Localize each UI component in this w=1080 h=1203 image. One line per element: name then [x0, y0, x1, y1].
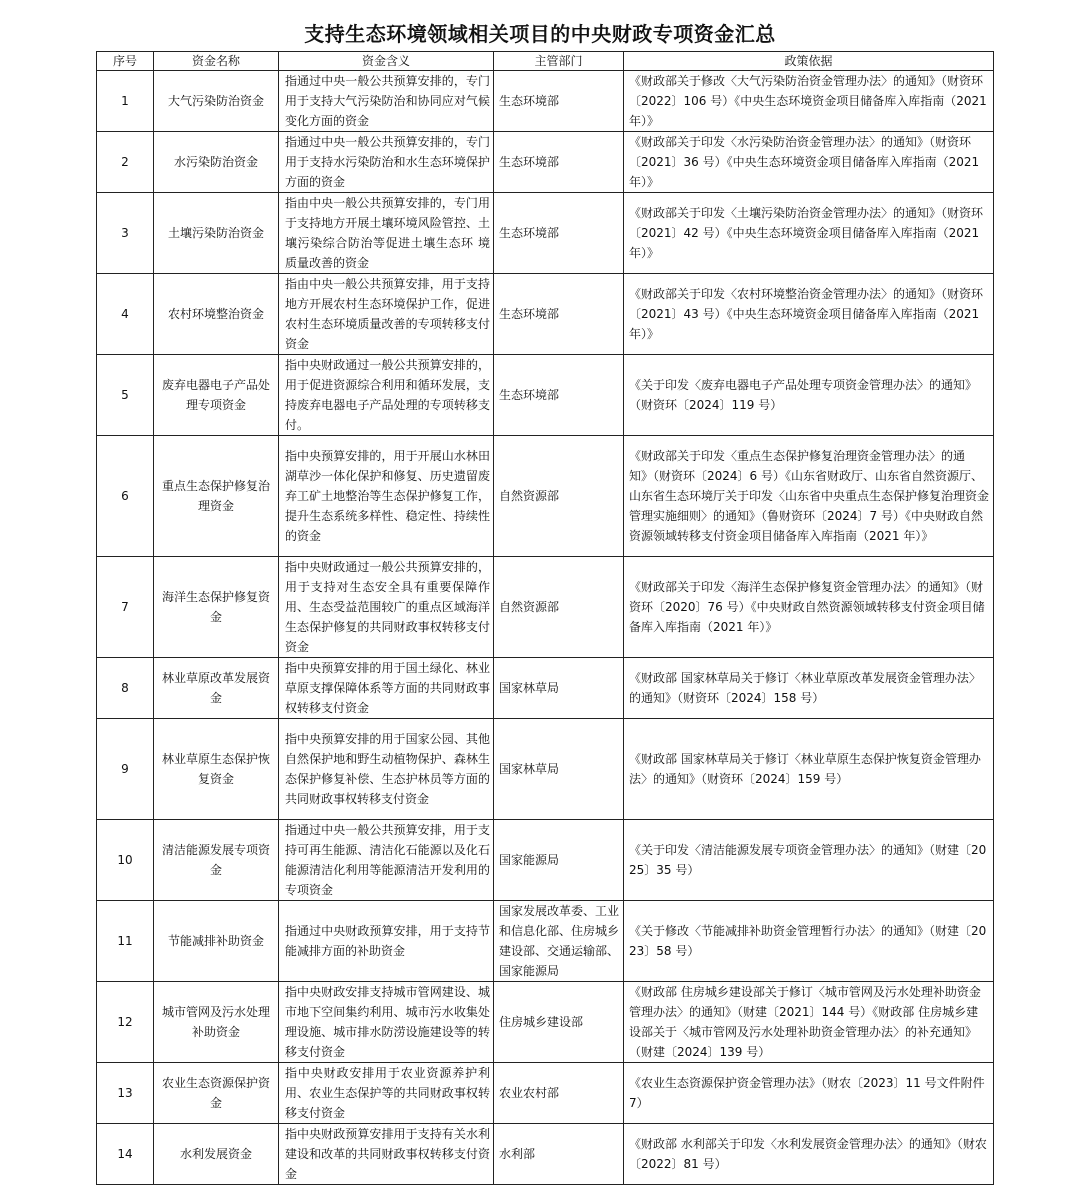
cell-department: 生态环境部: [494, 193, 624, 274]
cell-policy-basis: 《财政部 住房城乡建设部关于修订〈城市管网及污水处理补助资金管理办法〉的通知》（财建〔2021〕144 号）《财政部 住房城乡建设部关于〈城市管网及污水处理补助资金管理办法〉的补充通知》（财建〔2024〕139 号）: [624, 982, 994, 1063]
header-row: [97, 52, 994, 71]
cell-policy-basis: 《财政部关于印发〈重点生态保护修复治理资金管理办法〉的通知》（财资环〔2024〕6 号）《山东省财政厅、山东省自然资源厅、山东省生态环境厅关于印发〈山东省中央重点生态保护修复治理资金管理实施细则〉的通知》（鲁财资环〔2024〕7 号）《中央财政自然资源领域转移支付资金项目储备库入库指南（2021 年）》: [624, 436, 994, 557]
cell-meaning: 指中央预算安排的，用于开展山水林田湖草沙一体化保护和修复、历史遗留废弃工矿土地整治等生态保护修复工作，提升生态系统多样性、稳定性、持续性的资金: [279, 436, 494, 557]
cell-no: 9: [97, 719, 154, 820]
cell-department: 自然资源部: [494, 436, 624, 557]
header-no: 序号: [97, 52, 154, 71]
cell-meaning: 指中央财政安排支持城市管网建设、城市地下空间集约利用、城市污水收集处理设施、城市排水防涝设施建设等的转移支付资金: [279, 982, 494, 1063]
table-row: [97, 820, 994, 901]
cell-policy-basis: 《财政部关于印发〈土壤污染防治资金管理办法〉的通知》（财资环〔2021〕42 号）《中央生态环境资金项目储备库入库指南（2021 年）》: [624, 193, 994, 274]
cell-policy-basis: 《财政部关于印发〈农村环境整治资金管理办法〉的通知》（财资环〔2021〕43 号）《中央生态环境资金项目储备库入库指南（2021 年）》: [624, 274, 994, 355]
cell-meaning: 指由中央一般公共预算安排的，专门用于支持地方开展土壤环境风险管控、土壤污染综合防治等促进土壤生态环 境质量改善的资金: [279, 193, 494, 274]
cell-meaning: 指由中央一般公共预算安排，用于支持地方开展农村生态环境保护工作，促进农村生态环境质量改善的专项转移支付资金: [279, 274, 494, 355]
cell-fund-name: 大气污染防治资金: [154, 71, 279, 132]
cell-policy-basis: 《财政部 国家林草局关于修订〈林业草原改革发展资金管理办法〉的通知》（财资环〔2024〕158 号）: [624, 658, 994, 719]
cell-policy-basis: 《关于修改〈节能减排补助资金管理暂行办法〉的通知》（财建〔2023〕58 号）: [624, 901, 994, 982]
header-department: 主管部门: [494, 52, 624, 71]
header-fund-name: 资金名称: [154, 52, 279, 71]
cell-no: 4: [97, 274, 154, 355]
cell-fund-name: 农村环境整治资金: [154, 274, 279, 355]
cell-no: 8: [97, 658, 154, 719]
cell-fund-name: 水污染防治资金: [154, 132, 279, 193]
table-row: [97, 274, 994, 355]
cell-fund-name: 重点生态保护修复治理资金: [154, 436, 279, 557]
cell-policy-basis: 《关于印发〈清洁能源发展专项资金管理办法〉的通知》（财建〔2025〕35 号）: [624, 820, 994, 901]
cell-meaning: 指中央预算安排的用于国土绿化、林业草原支撑保障体系等方面的共同财政事权转移支付资金: [279, 658, 494, 719]
cell-fund-name: 林业草原生态保护恢复资金: [154, 719, 279, 820]
cell-fund-name: 海洋生态保护修复资金: [154, 557, 279, 658]
cell-meaning: 指通过中央财政预算安排，用于支持节能减排方面的补助资金: [279, 901, 494, 982]
cell-fund-name: 农业生态资源保护资金: [154, 1063, 279, 1124]
cell-department: 生态环境部: [494, 132, 624, 193]
cell-no: 2: [97, 132, 154, 193]
cell-policy-basis: 《农业生态资源保护资金管理办法》（财农〔2023〕11 号文件附件 7）: [624, 1063, 994, 1124]
cell-department: 国家能源局: [494, 820, 624, 901]
cell-policy-basis: 《关于印发〈废弃电器电子产品处理专项资金管理办法〉的通知》（财资环〔2024〕119 号）: [624, 355, 994, 436]
cell-policy-basis: 《财政部关于印发〈海洋生态保护修复资金管理办法〉的通知》（财资环〔2020〕76 号）《中央财政自然资源领域转移支付资金项目储备库入库指南（2021 年）》: [624, 557, 994, 658]
cell-meaning: 指中央财政通过一般公共预算安排的，用于促进资源综合利用和循环发展，支持废弃电器电子产品处理的专项转移支付。: [279, 355, 494, 436]
cell-no: 14: [97, 1124, 154, 1185]
cell-meaning: 指中央财政通过一般公共预算安排的，用于支持对生态安全具有重要保障作用、生态受益范围较广的重点区域海洋生态保护修复的共同财政事权转移支付资金: [279, 557, 494, 658]
cell-department: 国家发展改革委、工业和信息化部、住房城乡建设部、交通运输部、国家能源局: [494, 901, 624, 982]
cell-fund-name: 节能减排补助资金: [154, 901, 279, 982]
cell-meaning: 指通过中央一般公共预算安排的，专门用于支持水污染防治和水生态环境保护方面的资金: [279, 132, 494, 193]
cell-policy-basis: 《财政部关于印发〈水污染防治资金管理办法〉的通知》（财资环〔2021〕36 号）《中央生态环境资金项目储备库入库指南（2021 年）》: [624, 132, 994, 193]
table-row: [97, 355, 994, 436]
table-row: [97, 1124, 994, 1185]
cell-meaning: 指通过中央一般公共预算安排的，专门用于支持大气污染防治和协同应对气候变化方面的资金: [279, 71, 494, 132]
cell-no: 5: [97, 355, 154, 436]
cell-department: 生态环境部: [494, 71, 624, 132]
cell-meaning: 指中央财政预算安排用于支持有关水利建设和改革的共同财政事权转移支付资金: [279, 1124, 494, 1185]
header-meaning: 资金含义: [279, 52, 494, 71]
cell-meaning: 指通过中央一般公共预算安排，用于支持可再生能源、清洁化石能源以及化石能源清洁化利用等能源清洁开发利用的专项资金: [279, 820, 494, 901]
cell-meaning: 指中央财政安排用于农业资源养护利用、农业生态保护等的共同财政事权转移支付资金: [279, 1063, 494, 1124]
cell-fund-name: 土壤污染防治资金: [154, 193, 279, 274]
cell-department: 生态环境部: [494, 355, 624, 436]
document-title: 支持生态环境领域相关项目的中央财政专项资金汇总: [304, 22, 776, 46]
table-row: [97, 1063, 994, 1124]
table-row: [97, 436, 994, 557]
cell-no: 1: [97, 71, 154, 132]
table-row: [97, 193, 994, 274]
table-row: [97, 719, 994, 820]
cell-department: 住房城乡建设部: [494, 982, 624, 1063]
cell-no: 3: [97, 193, 154, 274]
cell-no: 13: [97, 1063, 154, 1124]
cell-no: 7: [97, 557, 154, 658]
cell-department: 农业农村部: [494, 1063, 624, 1124]
cell-fund-name: 水利发展资金: [154, 1124, 279, 1185]
cell-fund-name: 城市管网及污水处理补助资金: [154, 982, 279, 1063]
table-row: [97, 658, 994, 719]
cell-no: 10: [97, 820, 154, 901]
table-row: [97, 71, 994, 132]
cell-no: 11: [97, 901, 154, 982]
header-policy-basis: 政策依据: [624, 52, 994, 71]
table-row: [97, 982, 994, 1063]
cell-no: 6: [97, 436, 154, 557]
cell-fund-name: 林业草原改革发展资金: [154, 658, 279, 719]
funds-table: [96, 51, 994, 1185]
cell-department: 生态环境部: [494, 274, 624, 355]
cell-department: 国家林草局: [494, 658, 624, 719]
cell-fund-name: 清洁能源发展专项资金: [154, 820, 279, 901]
table-row: [97, 901, 994, 982]
cell-policy-basis: 《财政部关于修改〈大气污染防治资金管理办法〉的通知》（财资环〔2022〕106 号）《中央生态环境资金项目储备库入库指南（2021 年）》: [624, 71, 994, 132]
table-row: [97, 557, 994, 658]
cell-fund-name: 废弃电器电子产品处理专项资金: [154, 355, 279, 436]
cell-no: 12: [97, 982, 154, 1063]
table-row: [97, 132, 994, 193]
cell-department: 自然资源部: [494, 557, 624, 658]
cell-department: 国家林草局: [494, 719, 624, 820]
cell-department: 水利部: [494, 1124, 624, 1185]
cell-policy-basis: 《财政部 国家林草局关于修订〈林业草原生态保护恢复资金管理办法〉的通知》（财资环〔2024〕159 号）: [624, 719, 994, 820]
cell-policy-basis: 《财政部 水利部关于印发〈水利发展资金管理办法〉的通知》（财农〔2022〕81 号）: [624, 1124, 994, 1185]
cell-meaning: 指中央预算安排的用于国家公园、其他自然保护地和野生动植物保护、森林生态保护修复补偿、生态护林员等方面的共同财政事权转移支付资金: [279, 719, 494, 820]
